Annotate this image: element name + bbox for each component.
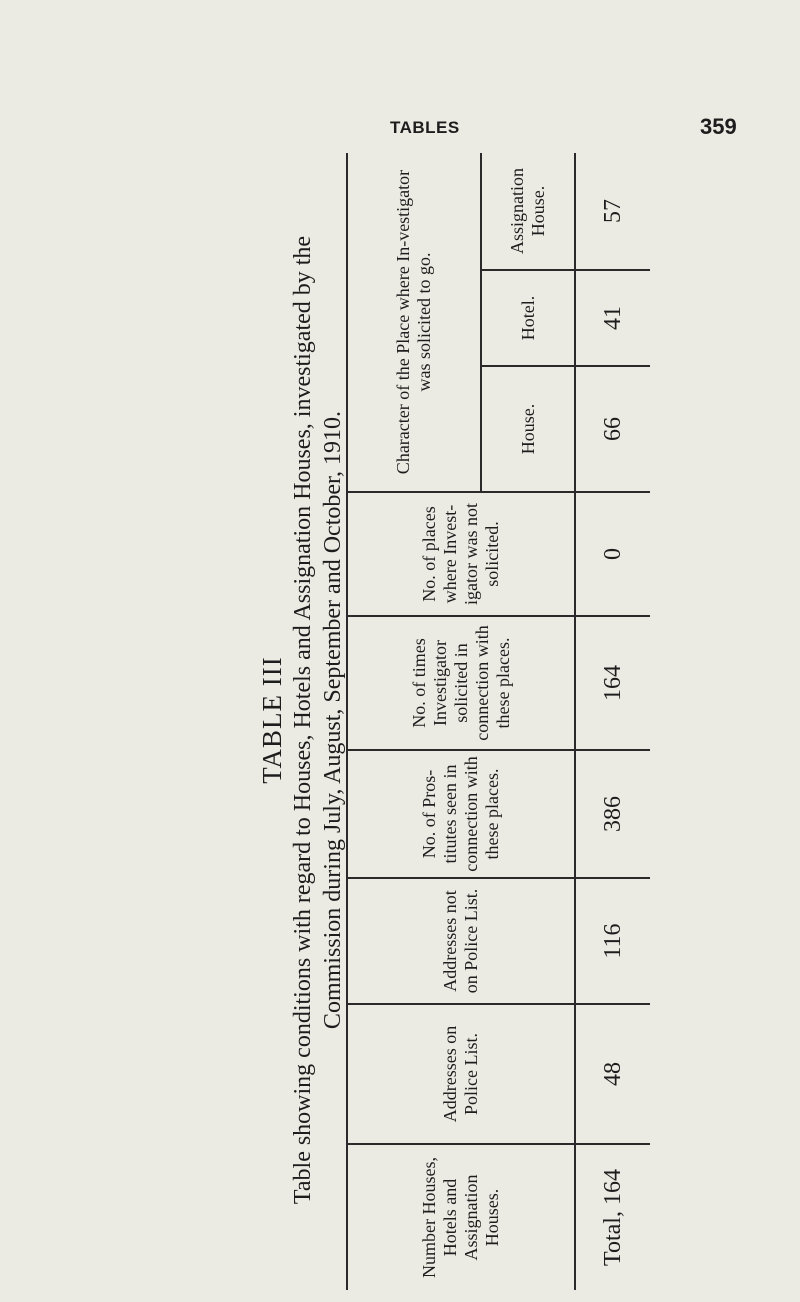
value-not-solicited: 0 bbox=[575, 492, 650, 616]
value-house: 66 bbox=[575, 366, 650, 492]
col-assignation: Assignation House. bbox=[481, 153, 575, 270]
caption-line-1: Table showing conditions with regard to Houses, Hotels and Assignation Houses, investigated by the bbox=[290, 235, 316, 1205]
rotated-table-block bbox=[250, 150, 790, 1290]
value-prostitutes-seen: 386 bbox=[575, 750, 650, 878]
value-addresses-on-list: 48 bbox=[575, 1004, 650, 1144]
value-total: Total, 164 bbox=[575, 1144, 650, 1290]
values-row bbox=[575, 153, 650, 1290]
col-not-solicited: No. of places where Invest-igator was not solicited. bbox=[347, 492, 575, 616]
col-addresses-not-on-list: Addresses not on Police List. bbox=[347, 878, 575, 1004]
col-prostitutes-seen: No. of Pros-titutes seen in connection with these places. bbox=[347, 750, 575, 878]
caption-line-2: Commission during July, August, September and October, 1910. bbox=[320, 410, 346, 1030]
value-assignation: 57 bbox=[575, 153, 650, 270]
col-number-houses: Number Houses, Hotels and Assignation Houses. bbox=[347, 1144, 575, 1290]
col-addresses-on-list: Addresses on Police List. bbox=[347, 1004, 575, 1144]
value-times-solicited: 164 bbox=[575, 616, 650, 750]
col-character-group: Character of the Place where In-vestigator was solicited to go. bbox=[347, 153, 481, 492]
value-hotel: 41 bbox=[575, 270, 650, 366]
header-row bbox=[347, 153, 481, 1290]
value-addresses-not-on-list: 116 bbox=[575, 878, 650, 1004]
col-house: House. bbox=[481, 366, 575, 492]
page-number: 359 bbox=[700, 114, 737, 139]
table-caption bbox=[250, 150, 346, 1290]
running-header: TABLES bbox=[390, 118, 460, 137]
col-times-solicited: No. of times Investigator solicited in connection with these places. bbox=[347, 616, 575, 750]
table-label: TABLE III bbox=[257, 656, 287, 784]
data-table bbox=[346, 153, 650, 1290]
col-hotel: Hotel. bbox=[481, 270, 575, 366]
